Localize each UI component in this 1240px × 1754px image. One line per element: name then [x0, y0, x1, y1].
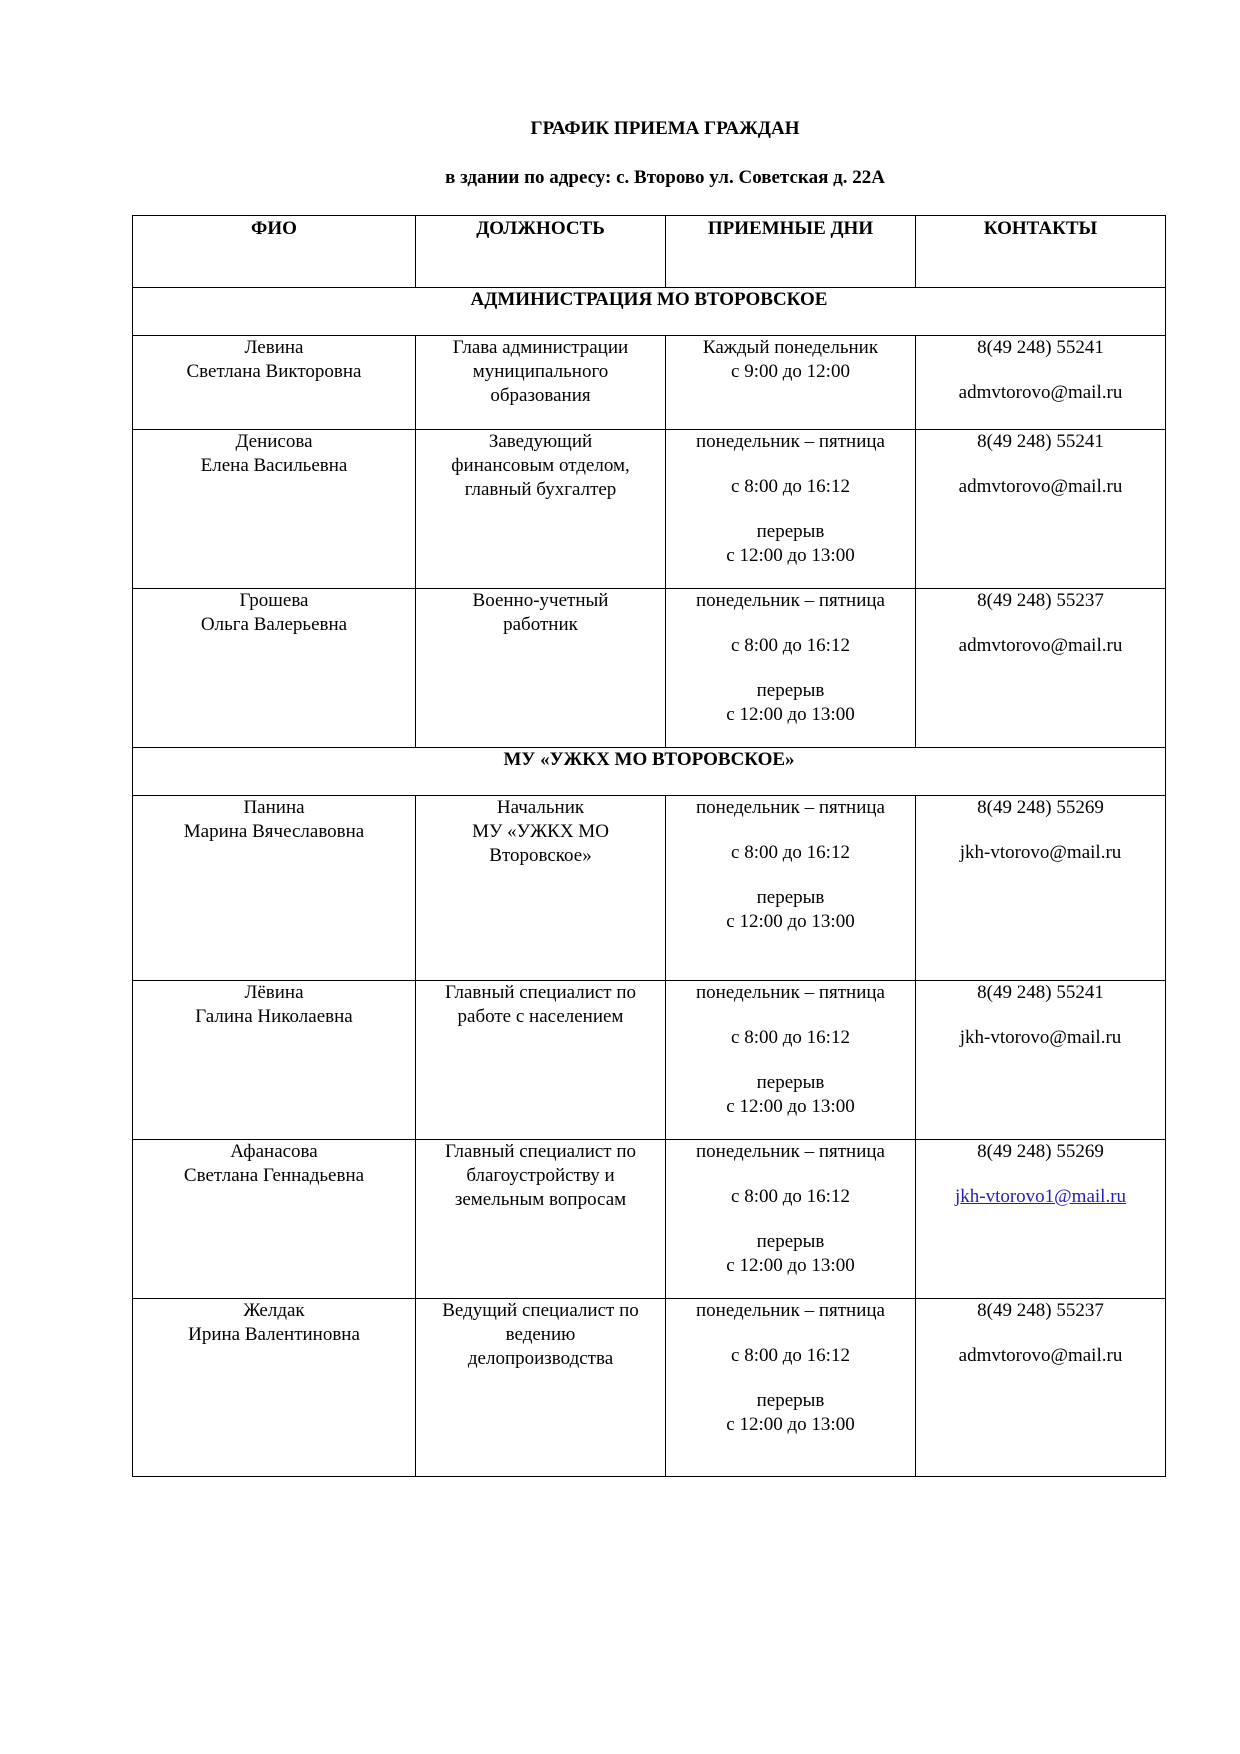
table-row — [133, 589, 1166, 748]
document-title: ГРАФИК ПРИЕМА ГРАЖДАН — [530, 118, 800, 139]
email-link[interactable]: jkh-vtorovo1@mail.ru — [954, 1186, 1127, 1207]
break-label: перерыв — [756, 1072, 825, 1093]
days-cell — [666, 1299, 916, 1477]
position-cell — [416, 336, 666, 430]
position-cell — [416, 589, 666, 748]
reception-days: понедельник – пятница — [696, 797, 885, 818]
fio-cell — [133, 336, 416, 430]
position-line: работе с населением — [457, 1006, 624, 1027]
position-line: Главный специалист по — [444, 1141, 637, 1162]
schedule-table — [132, 215, 1166, 1477]
table-row — [133, 336, 1166, 430]
position-line: Глава администрации — [452, 337, 629, 358]
email-address: admvtorovo@mail.ru — [958, 382, 1123, 403]
break-label: перерыв — [756, 887, 825, 908]
given-name: Светлана Викторовна — [186, 361, 362, 382]
header-days: ПРИЕМНЫЕ ДНИ — [666, 216, 916, 288]
fio-cell — [133, 1299, 416, 1477]
break-label: перерыв — [756, 1231, 825, 1252]
header-row — [133, 216, 1166, 288]
table-row — [133, 1140, 1166, 1299]
break-hours: с 12:00 до 13:00 — [726, 545, 855, 566]
break-label: перерыв — [756, 1390, 825, 1411]
position-line: работник — [503, 614, 578, 635]
contacts-cell — [916, 336, 1166, 430]
position-line: Начальник — [496, 797, 585, 818]
header-position: ДОЛЖНОСТЬ — [416, 216, 666, 288]
phone-number: 8(49 248) 55241 — [977, 982, 1104, 1003]
position-cell — [416, 430, 666, 589]
days-cell — [666, 430, 916, 589]
break-hours: с 12:00 до 13:00 — [726, 1414, 855, 1435]
position-line: финансовым отделом, — [451, 455, 630, 476]
email-address: admvtorovo@mail.ru — [958, 476, 1123, 497]
surname: Денисова — [235, 431, 313, 452]
reception-hours: с 9:00 до 12:00 — [731, 361, 850, 382]
surname: Левина — [244, 337, 304, 358]
given-name: Елена Васильевна — [200, 455, 348, 476]
document-subtitle: в здании по адресу: с. Второво ул. Советская д. 22А — [445, 167, 885, 188]
section-row — [133, 748, 1166, 796]
contacts-cell — [916, 1140, 1166, 1299]
position-line: благоустройству и — [466, 1165, 615, 1186]
position-line: главный бухгалтер — [464, 479, 617, 500]
contacts-cell — [916, 981, 1166, 1140]
phone-number: 8(49 248) 55237 — [977, 590, 1104, 611]
days-cell — [666, 1140, 916, 1299]
table-row — [133, 430, 1166, 589]
position-line: Военно-учетный — [472, 590, 609, 611]
break-label: перерыв — [756, 521, 825, 542]
contacts-cell — [916, 796, 1166, 981]
table-row — [133, 796, 1166, 981]
position-line: Ведущий специалист по — [442, 1300, 639, 1321]
phone-number: 8(49 248) 55237 — [977, 1300, 1104, 1321]
break-hours: с 12:00 до 13:00 — [726, 1255, 855, 1276]
break-hours: с 12:00 до 13:00 — [726, 1096, 855, 1117]
section-row — [133, 288, 1166, 336]
position-cell — [416, 981, 666, 1140]
phone-number: 8(49 248) 55241 — [977, 431, 1104, 452]
contacts-cell — [916, 430, 1166, 589]
email-address: admvtorovo@mail.ru — [958, 1345, 1123, 1366]
position-line: образования — [490, 385, 591, 406]
position-line: делопроизводства — [467, 1348, 614, 1369]
reception-hours: с 8:00 до 16:12 — [731, 1345, 850, 1366]
email-address: jkh-vtorovo@mail.ru — [959, 1027, 1122, 1048]
position-line: МУ «УЖКХ МО — [472, 821, 609, 842]
email-address: jkh-vtorovo@mail.ru — [959, 842, 1122, 863]
reception-hours: с 8:00 до 16:12 — [731, 635, 850, 656]
reception-days: понедельник – пятница — [696, 431, 885, 452]
reception-days: понедельник – пятница — [696, 590, 885, 611]
reception-days: Каждый понедельник — [702, 337, 879, 358]
days-cell — [666, 336, 916, 430]
position-cell — [416, 1140, 666, 1299]
header-contacts: КОНТАКТЫ — [916, 216, 1166, 288]
position-line: земельным вопросам — [454, 1189, 627, 1210]
phone-number: 8(49 248) 55241 — [977, 337, 1104, 358]
section-title: МУ «УЖКХ МО ВТОРОВСКОЕ» — [133, 748, 1166, 796]
position-line: Второвское» — [489, 845, 592, 866]
given-name: Светлана Геннадьевна — [183, 1165, 365, 1186]
fio-cell — [133, 796, 416, 981]
days-cell — [666, 589, 916, 748]
position-cell — [416, 1299, 666, 1477]
fio-cell — [133, 981, 416, 1140]
break-label: перерыв — [756, 680, 825, 701]
reception-hours: с 8:00 до 16:12 — [731, 1186, 850, 1207]
reception-hours: с 8:00 до 16:12 — [731, 476, 850, 497]
reception-hours: с 8:00 до 16:12 — [731, 1027, 850, 1048]
table-row — [133, 1299, 1166, 1477]
fio-cell — [133, 430, 416, 589]
phone-number: 8(49 248) 55269 — [977, 1141, 1104, 1162]
given-name: Галина Николаевна — [195, 1006, 353, 1027]
email-address: admvtorovo@mail.ru — [958, 635, 1123, 656]
reception-hours: с 8:00 до 16:12 — [731, 842, 850, 863]
position-line: Главный специалист по — [444, 982, 637, 1003]
contacts-cell — [916, 589, 1166, 748]
table-row — [133, 981, 1166, 1140]
header-fio: ФИО — [133, 216, 416, 288]
surname: Афанасова — [230, 1141, 318, 1162]
days-cell — [666, 981, 916, 1140]
days-cell — [666, 796, 916, 981]
given-name: Ольга Валерьевна — [200, 614, 348, 635]
surname: Панина — [243, 797, 305, 818]
reception-days: понедельник – пятница — [696, 1141, 885, 1162]
given-name: Марина Вячеславовна — [183, 821, 365, 842]
section-title: АДМИНИСТРАЦИЯ МО ВТОРОВСКОЕ — [133, 288, 1166, 336]
reception-days: понедельник – пятница — [696, 1300, 885, 1321]
phone-number: 8(49 248) 55269 — [977, 797, 1104, 818]
position-cell — [416, 796, 666, 981]
position-line: муниципального — [472, 361, 609, 382]
position-line: Заведующий — [488, 431, 593, 452]
fio-cell — [133, 1140, 416, 1299]
surname: Желдак — [243, 1300, 305, 1321]
contacts-cell — [916, 1299, 1166, 1477]
table-body — [133, 288, 1166, 1477]
reception-days: понедельник – пятница — [696, 982, 885, 1003]
fio-cell — [133, 589, 416, 748]
surname: Грошева — [239, 590, 309, 611]
given-name: Ирина Валентиновна — [188, 1324, 360, 1345]
break-hours: с 12:00 до 13:00 — [726, 911, 855, 932]
break-hours: с 12:00 до 13:00 — [726, 704, 855, 725]
position-line: ведению — [505, 1324, 576, 1345]
surname: Лёвина — [244, 982, 304, 1003]
